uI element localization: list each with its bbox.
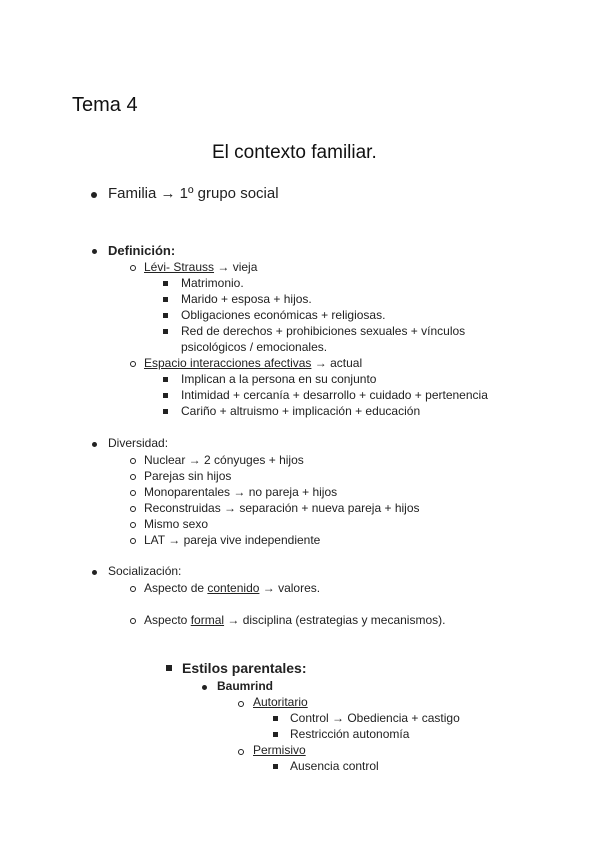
formal-item	[144, 613, 445, 627]
document-subtitle: El contexto familiar.	[212, 142, 377, 163]
square-bullet-icon	[273, 716, 278, 721]
contenido-rest: → valores.	[259, 581, 321, 595]
square-bullet-icon	[163, 297, 168, 302]
levi-strauss-rest: → vieja	[214, 260, 258, 274]
levi-item: Matrimonio.	[181, 276, 244, 290]
diversidad-label: Diversidad:	[108, 436, 169, 450]
contenido-key: contenido	[207, 581, 260, 595]
square-bullet-icon	[163, 329, 168, 334]
permisivo-item: Ausencia control	[290, 759, 379, 773]
circle-bullet-icon	[130, 458, 136, 464]
circle-bullet-icon	[130, 265, 136, 271]
bullet-icon	[92, 442, 97, 447]
square-bullet-icon	[163, 281, 168, 286]
levi-item: Red de derechos + prohibiciones sexuales + vínculos	[181, 324, 466, 338]
square-bullet-icon	[163, 377, 168, 382]
familia-item: Familia → 1º grupo social	[108, 185, 279, 202]
circle-bullet-icon	[130, 522, 136, 528]
estilos-label: Estilos parentales:	[182, 660, 307, 676]
formal-rest: → disciplina (estrategias y mecanismos).	[224, 613, 446, 627]
levi-item: Marido + esposa + hijos.	[181, 292, 312, 306]
bullet-icon	[92, 570, 97, 575]
square-bullet-icon	[163, 409, 168, 414]
circle-bullet-icon	[130, 361, 136, 367]
contenido-item	[144, 581, 320, 595]
espacio-rest: → actual	[311, 356, 363, 370]
formal-pre: Aspecto	[144, 613, 191, 627]
socializacion-label: Socialización:	[108, 564, 182, 578]
levi-item: Obligaciones económicas + religiosas.	[181, 308, 386, 322]
circle-bullet-icon	[238, 701, 244, 707]
levi-strauss-name: Lévi- Strauss	[144, 260, 215, 274]
diversidad-item: Mismo sexo	[144, 517, 209, 531]
circle-bullet-icon	[130, 586, 136, 592]
levi-item-continued: psicológicos / emocionales.	[181, 340, 328, 354]
espacio-item	[144, 356, 362, 370]
square-bullet-icon	[163, 313, 168, 318]
levi-strauss-item	[144, 260, 257, 274]
bullet-icon	[92, 249, 97, 254]
diversidad-item: Reconstruidas → separación + nueva pareja + hijos	[144, 501, 420, 515]
espacio-subitem: Implican a la persona en su conjunto	[181, 372, 377, 386]
circle-bullet-icon	[130, 474, 136, 480]
espacio-subitem: Intimidad + cercanía + desarrollo + cuidado + pertenencia	[181, 388, 488, 402]
espacio-name: Espacio interacciones afectivas	[144, 356, 312, 370]
circle-bullet-icon	[130, 538, 136, 544]
formal-key: formal	[190, 613, 225, 627]
bullet-icon	[91, 192, 97, 198]
bullet-icon	[202, 685, 207, 690]
square-bullet-icon	[273, 732, 278, 737]
circle-bullet-icon	[130, 490, 136, 496]
autoritario-item: Restricción autonomía	[290, 727, 410, 741]
contenido-pre: Aspecto de	[144, 581, 208, 595]
circle-bullet-icon	[130, 618, 136, 624]
diversidad-item: Parejas sin hijos	[144, 469, 232, 483]
definicion-label: Definición:	[108, 243, 176, 258]
permisivo-label: Permisivo	[253, 743, 306, 757]
diversidad-item: LAT → pareja vive independiente	[144, 533, 321, 547]
page-title: Tema 4	[72, 94, 138, 116]
autoritario-label: Autoritario	[253, 695, 308, 709]
diversidad-item: Nuclear → 2 cónyuges + hijos	[144, 453, 304, 467]
square-bullet-icon	[166, 665, 172, 671]
square-bullet-icon	[273, 764, 278, 769]
baumrind-label: Baumrind	[217, 679, 274, 693]
circle-bullet-icon	[130, 506, 136, 512]
espacio-subitem: Cariño + altruismo + implicación + educación	[181, 404, 421, 418]
circle-bullet-icon	[238, 749, 244, 755]
autoritario-item: Control → Obediencia + castigo	[290, 711, 460, 725]
square-bullet-icon	[163, 393, 168, 398]
diversidad-item: Monoparentales → no pareja + hijos	[144, 485, 338, 499]
